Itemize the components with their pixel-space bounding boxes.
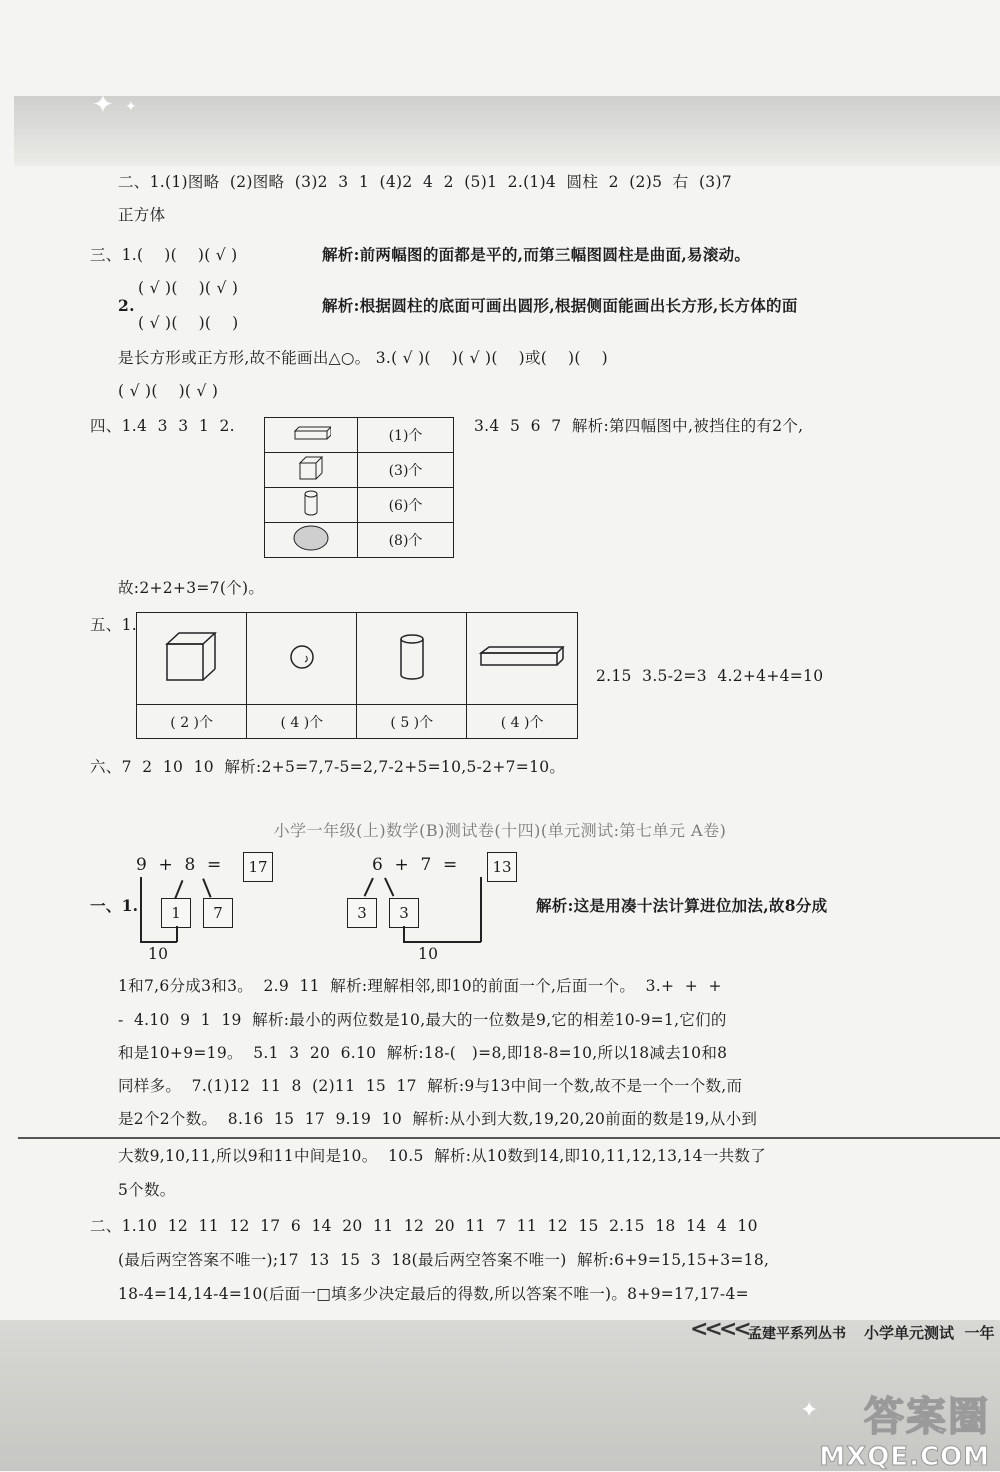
count-cell: ( 2 )个 [137,705,247,739]
cylinder-icon [301,489,321,517]
section-5-rest: 2.15 3.5-2=3 4.2+4+4=10 [596,667,824,685]
cube-cell [265,453,358,488]
cube-cell [137,613,247,705]
exercise-1-lead: 一、1. [90,896,139,915]
bracket-line [403,941,481,943]
sphere-cell [247,613,357,705]
sparkle-icon: ✦ [125,99,137,115]
split-line [202,878,211,897]
section-3-number: 2. [118,296,135,315]
split-line [174,880,183,899]
answer-line: 和是10+9=19。 5.1 3 20 6.10 解析:18-( )=8,即18-8=10,所以18减去10和8 [118,1044,728,1062]
watermark-url: MXQE.COM [819,1442,990,1472]
watermark [735,1385,990,1472]
answer-line: 1和7,6分成3和3。 2.9 11 解析:理解相邻,即10的前面一个,后面一个。 3.+ + + [118,977,722,995]
watermark-logo: 答案圈 [864,1394,990,1440]
cylinder-cell [265,488,358,523]
count-cell: ( 5 )个 [357,705,467,739]
section-4-conclusion: 故:2+2+3=7(个)。 [118,579,265,597]
equation-a-result: 17 [243,852,273,882]
cube-icon [297,454,325,482]
count-cell: ( 4 )个 [247,705,357,739]
cuboid-cell [265,418,358,453]
equation-a: 9 + 8 = [136,855,222,875]
count-cell: (8)个 [358,523,454,558]
bracket-line [176,926,178,942]
answer-line: 同样多。 7.(1)12 11 8 (2)11 15 17 解析:9与13中间一个数,故不是一个一个数,而 [118,1077,743,1095]
bracket-line [403,926,405,942]
exam-title: 小学一年级(上)数学(B)测试卷(十四)(单元测试:第七单元 A卷) [273,821,727,840]
answer-line: 5个数。 [118,1181,176,1199]
section-5-lead: 五、1. [90,616,137,634]
cylinder-cell [357,613,467,705]
sphere-icon [282,637,322,677]
section-4-lead: 四、1.4 3 3 1 2. [90,417,235,435]
footer-series: 孟建平系列丛书 [748,1326,846,1342]
equation-b-part-1: 3 [347,898,377,928]
sparkle-icon: ✦ [800,1398,819,1423]
cube-icon [162,629,222,684]
equation-b-part-2: 3 [389,898,419,928]
answer-line: - 4.10 9 1 19 解析:最小的两位数是10,最大的一位数是9,它的相差10-9=1,它们的 [118,1011,727,1029]
arrow-icon: <<<< [690,1316,748,1342]
sphere-cell [265,523,358,558]
bracket-line [140,877,142,942]
cuboid-icon [477,642,567,672]
bracket-line [140,941,177,943]
count-cell: (3)个 [358,453,454,488]
bracket-line [480,877,482,942]
sparkle-icon: ✦ [92,90,114,120]
answer-line: (最后两空答案不唯一);17 13 15 3 18(最后两空答案不唯一) 解析:6+9=15,15+3=18, [118,1251,770,1269]
header-band [14,96,1000,166]
split-line [364,878,374,897]
section-3-line-3: 是长方形或正方形,故不能画出△○。 3.( √ )( )( √ )( )或( )( ) [118,349,608,367]
footer-title: 小学单元测试 一年 [864,1324,995,1342]
sphere-icon [291,523,331,553]
count-cell: ( 4 )个 [467,705,578,739]
equation-b-ten: 10 [418,945,439,963]
divider-line [18,1137,1000,1139]
exercise-1-note: 解析:这是用凑十法计算进位加法,故8分成 [536,896,828,915]
answer-line: 是2个2个数。 8.16 15 17 9.19 10 解析:从小到大数,19,20,20前面的数是19,从小到 [118,1110,758,1128]
equation-a-part-1: 1 [161,898,191,928]
section-3-choice-bottom: ( √ )( )( ) [138,314,239,332]
count-cell: (6)个 [358,488,454,523]
answer-line: 大数9,10,11,所以9和11中间是10。 10.5 解析:从10数到14,即10,11,12,13,14一共数了 [118,1147,767,1165]
section-3-line-1a: 三、1.( )( )( √ ) [90,246,238,264]
cylinder-icon [395,631,429,683]
answer-line: 18-4=14,14-4=10(后面一□填多少决定最后的得数,所以答案不唯一)。8+9=17,17-4= [118,1285,749,1303]
cuboid-cell [467,613,578,705]
answer-line: 二、1.10 12 11 12 17 6 14 20 11 12 20 11 7 11 12 15 2.15 18 14 4 10 [90,1217,758,1235]
split-line [384,878,394,897]
section-6-line: 六、7 2 10 10 解析:2+5=7,7-5=2,7-2+5=10,5-2+7=10。 [90,758,566,776]
section-2-line-1: 二、1.(1)图略 (2)图略 (3)2 3 1 (4)2 4 2 (5)1 2.(1)4 圆柱 2 (2)5 右 (3)7 [118,173,732,191]
section-3-choice-top: ( √ )( )( √ ) [138,279,239,297]
equation-a-part-2: 7 [203,898,233,928]
section-3-analysis: 解析:根据圆柱的底面可画出圆形,根据侧面能画出长方形,长方体的面 [322,296,798,315]
count-cell: (1)个 [358,418,454,453]
section-4-rest: 3.4 5 6 7 解析:第四幅图中,被挡住的有2个, [474,417,804,435]
section-2-line-2: 正方体 [118,206,166,224]
cuboid-icon [291,423,331,443]
section-3-line-1b: 解析:前两幅图的面都是平的,而第三幅图圆柱是曲面,易滚动。 [322,245,751,264]
solid-count-table [136,612,578,739]
shape-count-table [264,417,454,558]
equation-a-ten: 10 [148,945,169,963]
equation-b: 6 + 7 = [372,855,458,875]
equation-b-result: 13 [487,852,517,882]
section-3-line-4: ( √ )( )( √ ) [118,382,219,400]
